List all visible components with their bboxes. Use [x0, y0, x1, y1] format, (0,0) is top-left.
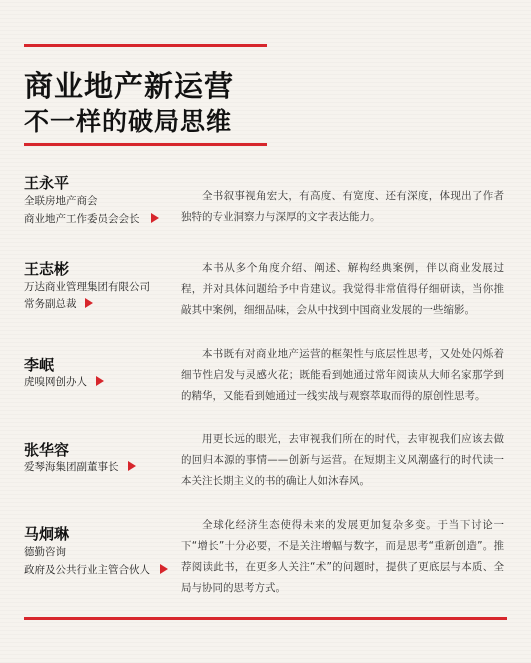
page-title: 商业地产新运营	[24, 69, 235, 103]
triangle-arrow-icon	[160, 564, 168, 574]
endorser-org: 虎嗅网创办人	[24, 376, 87, 388]
endorser-org: 全联房地产商会	[24, 195, 98, 207]
endorsement-quote: 本书从多个角度介绍、阐述、解构经典案例，伴以商业发展过程，并对具体问题给予中肯建议。我觉得非常值得仔细研读，当你推敲其中案例，细细品味，会从中找到中国商业发展的一些缩影。	[181, 262, 504, 316]
endorser-name: 王志彬	[24, 260, 70, 278]
endorsement-quote: 全书叙事视角宏大，有高度、有宽度、还有深度，体现出了作者独特的专业洞察力与深厚的文字表达能力。	[181, 190, 504, 223]
endorser-name: 马炯琳	[24, 525, 70, 543]
endorser-org: 德勤咨询	[24, 546, 66, 558]
endorser-org: 万达商业管理集团有限公司	[24, 281, 150, 293]
triangle-arrow-icon	[128, 461, 136, 471]
endorser-org: 爱琴海集团副董事长	[24, 461, 119, 473]
triangle-arrow-icon	[151, 213, 159, 223]
title-underline	[24, 143, 267, 146]
endorsement-quote: 用更长远的眼光，去审视我们所在的时代，去审视我们应该去做的回归本源的事情——创新与运营。在短期主义风潮盛行的时代读一本关注长期主义的书的确让人如沐春风。	[181, 433, 504, 487]
endorser-title: 政府及公共行业主管合伙人	[24, 564, 150, 576]
endorser-name: 王永平	[24, 174, 70, 192]
endorser-name: 张华容	[24, 441, 70, 459]
endorser-title: 商业地产工作委员会会长	[24, 213, 140, 225]
bottom-rule	[24, 617, 507, 620]
top-rule	[24, 44, 267, 47]
triangle-arrow-icon	[96, 376, 104, 386]
endorsement-quote: 全球化经济生态使得未来的发展更加复杂多变。于当下讨论一下“增长”十分必要，不是关注增幅与数字，而是思考“重新创造”。推荐阅读此书，在更多人关注“术”的问题时，提供了更底层与本质、全局与协同的思考方式。	[181, 519, 504, 594]
endorsement-quote: 本书既有对商业地产运营的框架性与底层性思考，又处处闪烁着细节性启发与灵感火花；既能看到她通过常年阅读从大师名家那学到的精华，又能看到她通过一线实战与观察萃取而得的原创性思考。	[181, 348, 504, 402]
page-subtitle: 不一样的破局思维	[24, 107, 233, 136]
endorser-title: 常务副总裁	[24, 298, 77, 310]
endorser-name: 李岷	[24, 356, 55, 374]
triangle-arrow-icon	[85, 298, 93, 308]
